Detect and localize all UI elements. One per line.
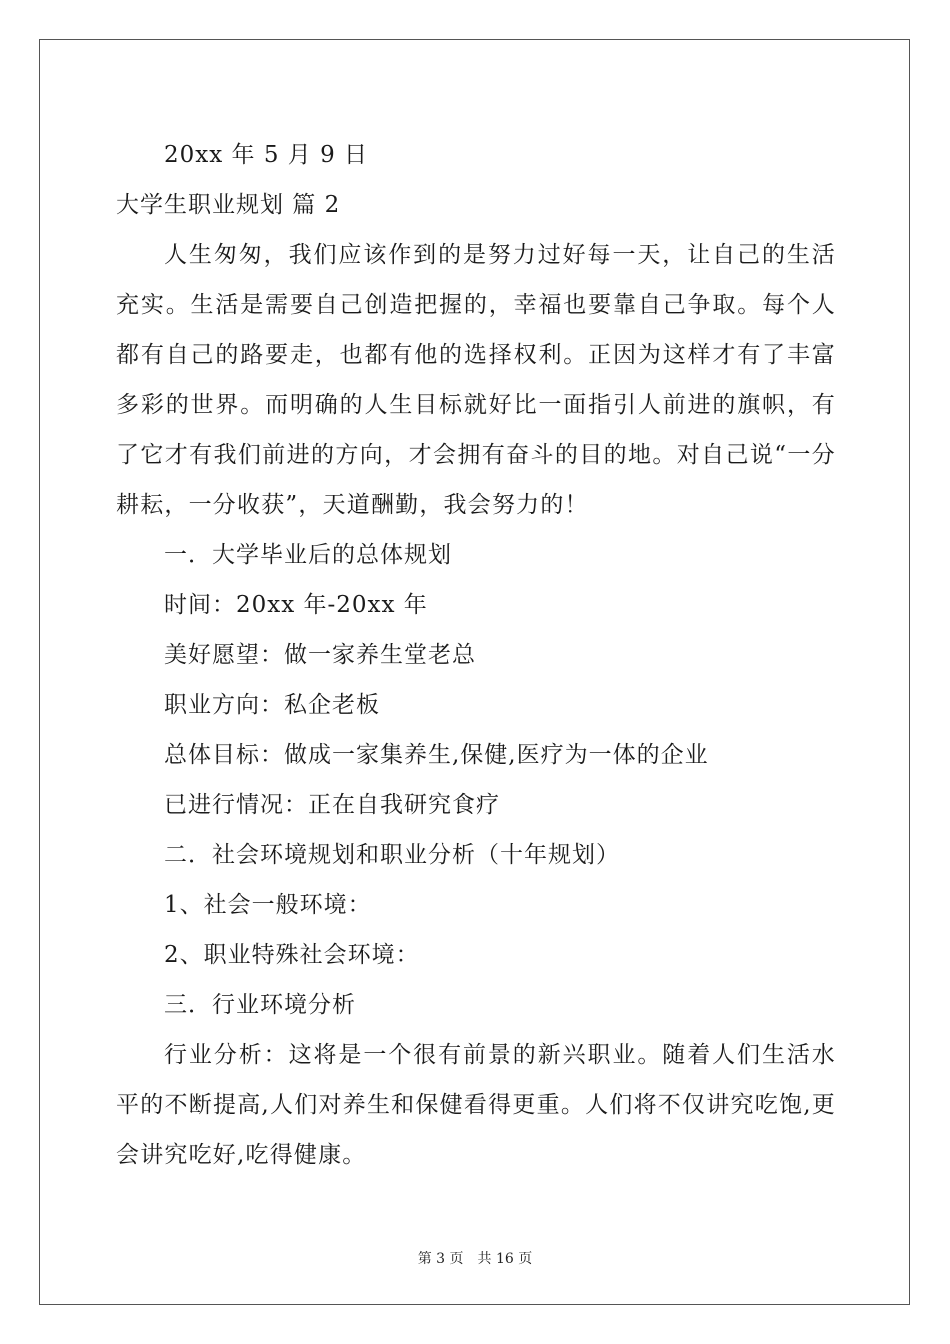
progress-line: 已进行情况：正在自我研究食疗: [164, 792, 500, 818]
document-date: 20xx 年 5 月 9 日: [164, 142, 369, 168]
section-heading-3: 三．行业环境分析: [164, 992, 356, 1018]
wish-line: 美好愿望：做一家养生堂老总: [164, 642, 476, 668]
intro-paragraph: 人生匆匆，我们应该作到的是努力过好每一天，让自己的生活充实。生活是需要自己创造把握的，幸福也要靠自己争取。每个人都有自己的路要走，也都有他的选择权利。正因为这样才有了丰富多彩的世界。而明确的人生目标就好比一面指引人前进的旗帜，有了它才有我们前进的方向，才会拥有奋斗的目的地。对自己说“一分耕耘，一分收获”，天道酬勤，我会努力的！: [116, 242, 836, 518]
time-line: 时间：20xx 年-20xx 年: [164, 592, 428, 618]
list-item-2: 2、职业特殊社会环境：: [164, 942, 420, 968]
overall-goal-line: 总体目标：做成一家集养生,保健,医疗为一体的企业: [164, 742, 709, 768]
list-item-1: 1、社会一般环境：: [164, 892, 372, 918]
industry-paragraph: 行业分析：这将是一个很有前景的新兴职业。随着人们生活水平的不断提高,人们对养生和保健看得更重。人们将不仅讲究吃饱,更会讲究吃好,吃得健康。: [116, 1042, 836, 1168]
document-body: [116, 130, 836, 1180]
page-footer: 第 3 页 共 16 页: [417, 1251, 533, 1267]
article-title: 大学生职业规划 篇 2: [116, 192, 341, 218]
section-heading-1: 一．大学毕业后的总体规划: [164, 542, 452, 568]
career-direction-line: 职业方向：私企老板: [164, 692, 380, 718]
section-heading-2: 二．社会环境规划和职业分析（十年规划）: [164, 842, 620, 868]
